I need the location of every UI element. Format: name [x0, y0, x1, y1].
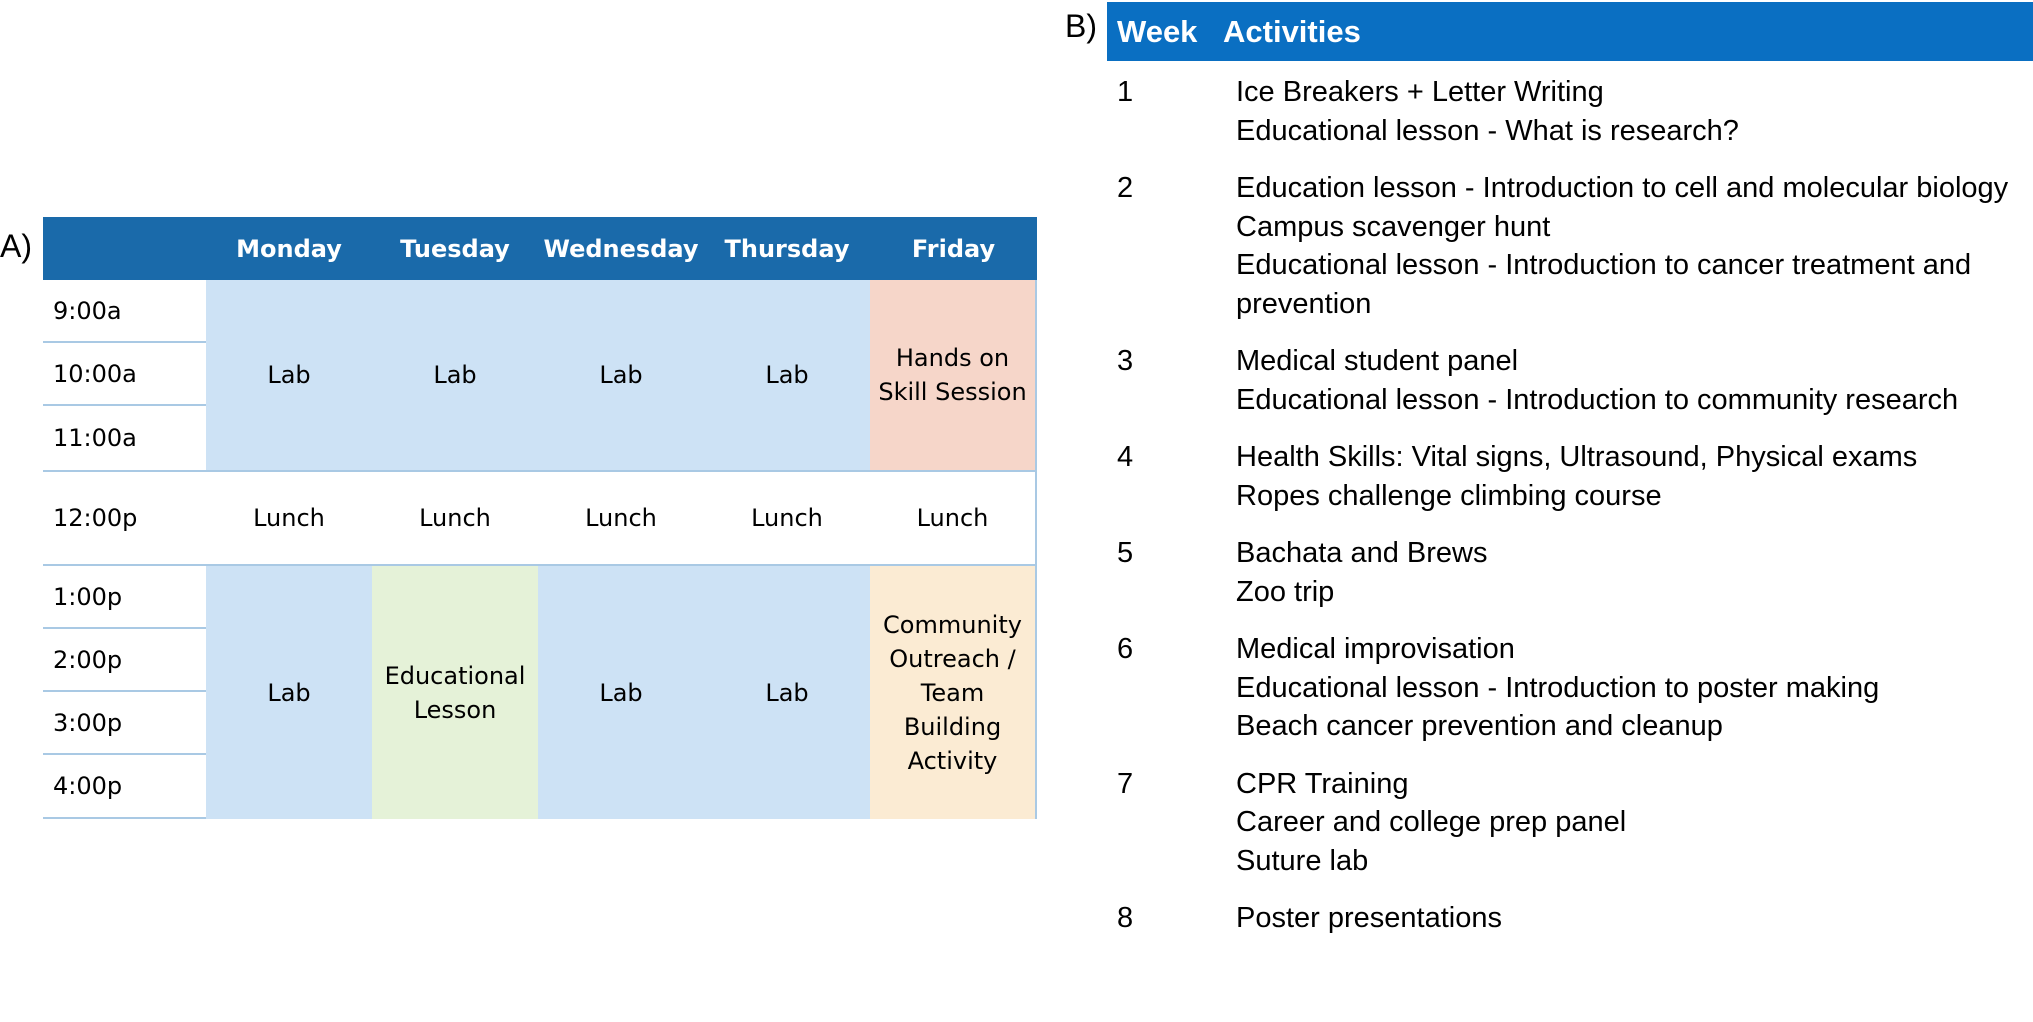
activity-item: Beach cancer prevention and cleanup [1236, 710, 1723, 742]
schedule-header-corner [43, 217, 206, 280]
week-activities [1236, 534, 2033, 611]
wednesday-morning-block: Lab [538, 280, 704, 470]
schedule-header-monday: Monday [206, 217, 372, 280]
week-activities [1236, 765, 2033, 881]
monday-morning-block: Lab [206, 280, 372, 470]
week-activities [1236, 342, 2033, 419]
week-activities [1236, 438, 2033, 515]
time-label: 4:00p [43, 755, 206, 819]
activity-item: Zoo trip [1236, 575, 1335, 608]
schedule-header-friday: Friday [870, 217, 1037, 280]
weekly-schedule-table [43, 217, 1037, 820]
time-label: 9:00a [43, 280, 206, 343]
week-activities [1236, 630, 2033, 746]
week-rows [1107, 73, 2033, 938]
week-number: 5 [1117, 537, 1134, 569]
time-label: 1:00p [43, 566, 206, 629]
activities-header-row [1107, 2, 2033, 61]
activity-item: CPR Training [1236, 767, 1409, 800]
activity-item: Suture lab [1236, 844, 1369, 877]
tuesday-morning-block: Lab [372, 280, 538, 470]
wednesday-lunch: Lunch [538, 470, 704, 566]
activity-item: Education lesson - Introduction to cell and molecular biology [1236, 172, 2009, 204]
tuesday-afternoon-block: Educational Lesson [372, 566, 538, 819]
weekly-activities-table [1107, 2, 2033, 938]
time-label: 2:00p [43, 629, 206, 692]
week-row [1107, 438, 2033, 515]
activity-item: Educational lesson - What is research? [1236, 114, 1739, 147]
activity-item: Ropes challenge climbing course [1236, 479, 1662, 512]
panel-a-label: A) [0, 228, 32, 264]
friday-morning-block: Hands on Skill Session [870, 280, 1037, 470]
activity-item: Educational lesson - Introduction to community research [1236, 383, 1959, 416]
week-row [1107, 73, 2033, 150]
week-number: 3 [1117, 345, 1134, 377]
week-row [1107, 899, 2033, 938]
activity-item: Campus scavenger hunt [1236, 210, 1551, 243]
friday-afternoon-block: Community Outreach / Team Building Activity [870, 566, 1037, 819]
monday-afternoon-block: Lab [206, 566, 372, 819]
week-row [1107, 534, 2033, 611]
week-activities [1236, 73, 2033, 150]
time-label: 10:00a [43, 343, 206, 406]
monday-lunch: Lunch [206, 470, 372, 566]
thursday-morning-block: Lab [704, 280, 870, 470]
week-number: 2 [1117, 172, 1134, 204]
activity-item: Health Skills: Vital signs, Ultrasound, Physical exams [1236, 441, 1918, 473]
week-number: 8 [1117, 902, 1134, 934]
week-activities [1236, 169, 2033, 323]
schedule-header-wednesday: Wednesday [538, 217, 704, 280]
week-number: 1 [1117, 76, 1134, 108]
friday-lunch: Lunch [870, 470, 1037, 566]
activity-item: Medical improvisation [1236, 633, 1515, 665]
time-label: 3:00p [43, 692, 206, 755]
tuesday-lunch: Lunch [372, 470, 538, 566]
activity-item: Ice Breakers + Letter Writing [1236, 76, 1604, 108]
thursday-afternoon-block: Lab [704, 566, 870, 819]
activity-item: Educational lesson - Introduction to cancer treatment and prevention [1236, 249, 1972, 320]
week-activities [1236, 899, 2033, 938]
wednesday-afternoon-block: Lab [538, 566, 704, 819]
activity-item: Educational lesson - Introduction to poster making [1236, 671, 1880, 704]
week-row [1107, 342, 2033, 419]
activity-item: Career and college prep panel [1236, 806, 1627, 838]
week-row [1107, 169, 2033, 323]
time-label: 12:00p [43, 470, 206, 566]
activities-column-header: Activities [1223, 13, 1361, 49]
panel-b-label: B) [1065, 8, 1097, 44]
week-number: 6 [1117, 633, 1134, 665]
week-row [1107, 765, 2033, 881]
thursday-lunch: Lunch [704, 470, 870, 566]
week-row [1107, 630, 2033, 746]
schedule-header-tuesday: Tuesday [372, 217, 538, 280]
week-column-header: Week [1117, 13, 1198, 49]
week-number: 7 [1117, 767, 1134, 800]
schedule-header-thursday: Thursday [704, 217, 870, 280]
activity-item: Bachata and Brews [1236, 537, 1488, 569]
activity-item: Medical student panel [1236, 345, 1519, 377]
time-label: 11:00a [43, 406, 206, 470]
activity-item: Poster presentations [1236, 902, 1502, 934]
week-number: 4 [1117, 441, 1134, 473]
